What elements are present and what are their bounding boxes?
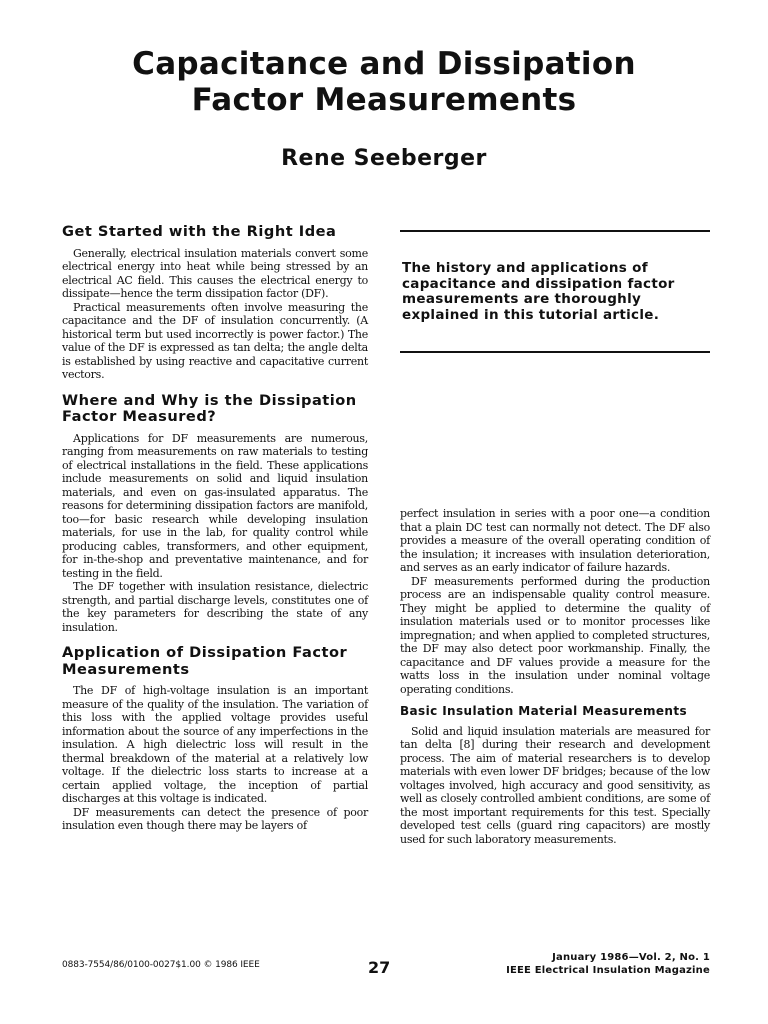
paragraph: DF measurements performed during the production process are an indispensable quality control measure. They might be applied to determine the quality of insulation materials used or to monitor processes like impregnation; and when applied to completed structures, the DF may also detect poor workmanship. Finally, the capacitance and DF values provide a measure for the watts loss in the insulation under nominal voltage operating conditions.	[400, 574, 710, 696]
paragraph: Solid and liquid insulation materials are measured for tan delta [8] during their research and development process. The aim of material researchers is to develop materials with even lower DF bridges; because of the low voltages involved, high accuracy and good sensitivity, as well as closely controlled ambient conditions, are some of the most important requirements for this test. Specially developed test cells (guard ring capacitors) are mostly used for such laboratory measurements.	[400, 724, 710, 846]
magazine-name: IEEE Electrical Insulation Magazine	[506, 965, 710, 976]
subsection-heading-basic-insulation: Basic Insulation Material Measurements	[400, 704, 688, 718]
divider-bottom	[400, 351, 710, 353]
issue-info	[400, 951, 710, 977]
title-line-2: Factor Measurements	[191, 82, 577, 118]
paragraph: perfect insulation in series with a poor one—a condition that a plain DC test can normally not detect. The DF also provides a measure of the overall operating condition of the insulation; it increases with insulation deterioration, and serves as an early indicator of failure hazards.	[400, 507, 710, 574]
left-column	[62, 224, 368, 833]
page-number: 27	[368, 958, 391, 977]
section-heading-where-and-why: Where and Why is the Dissipation Factor Measured?	[62, 391, 357, 425]
section-heading-get-started: Get Started with the Right Idea	[62, 223, 337, 240]
paragraph: The DF of high-voltage insulation is an important measure of the quality of the insulation. The variation of this loss with the applied voltage provides useful information about the source of any imperfections in the insulation. A high dielectric loss will result in the thermal breakdown of the material at a relatively low voltage. If the dielectric loss starts to increase at a certain applied voltage, the inception of partial discharges at this voltage is indicated.	[62, 684, 368, 805]
right-column	[400, 507, 710, 846]
title-line-1: Capacitance and Dissipation	[132, 46, 636, 82]
pull-quote	[400, 230, 710, 353]
author-name: Rene Seeberger	[281, 146, 487, 171]
paragraph: Practical measurements often involve measuring the capacitance and the DF of insulation concurrently. (A historical term but used incorrectly is power factor.) The value of the DF is expressed as tan delta; the angle delta is established by using reactive and capacitative current vectors.	[62, 300, 368, 381]
pull-quote-text: The history and applications of capacitance and dissipation factor measurements are thoroughly explained in this tutorial article.	[402, 260, 675, 323]
issue-date: January 1986—Vol. 2, No. 1	[552, 952, 710, 963]
section-heading-application: Application of Dissipation Factor Measurements	[62, 644, 348, 678]
copyright-code: 0883-7554/86/0100-0027$1.00 © 1986 IEEE	[62, 960, 260, 970]
paragraph: The DF together with insulation resistance, dielectric strength, and partial discharge levels, constitutes one of the key parameters for describing the state of any insulation.	[62, 580, 368, 634]
paragraph: Applications for DF measurements are numerous, ranging from measurements on raw materials to testing of electrical installations in the field. These applications include measurements on solid and liquid insulation materials, and even on gas-insulated apparatus. The reasons for determining dissipation factors are manifold, too—for basic research while developing insulation materials, for use in the lab, for quality control while producing cables, transformers, and other equipment, for in-the-shop and preventative maintenance, and for testing in the field.	[62, 431, 368, 580]
article-title	[0, 46, 768, 118]
paragraph: DF measurements can detect the presence of poor insulation even though there may be layers of	[62, 805, 368, 832]
paragraph: Generally, electrical insulation materials convert some electrical energy into heat while being stressed by an electrical AC field. This causes the electrical energy to dissipate—hence the term dissipation factor (DF).	[62, 246, 368, 300]
